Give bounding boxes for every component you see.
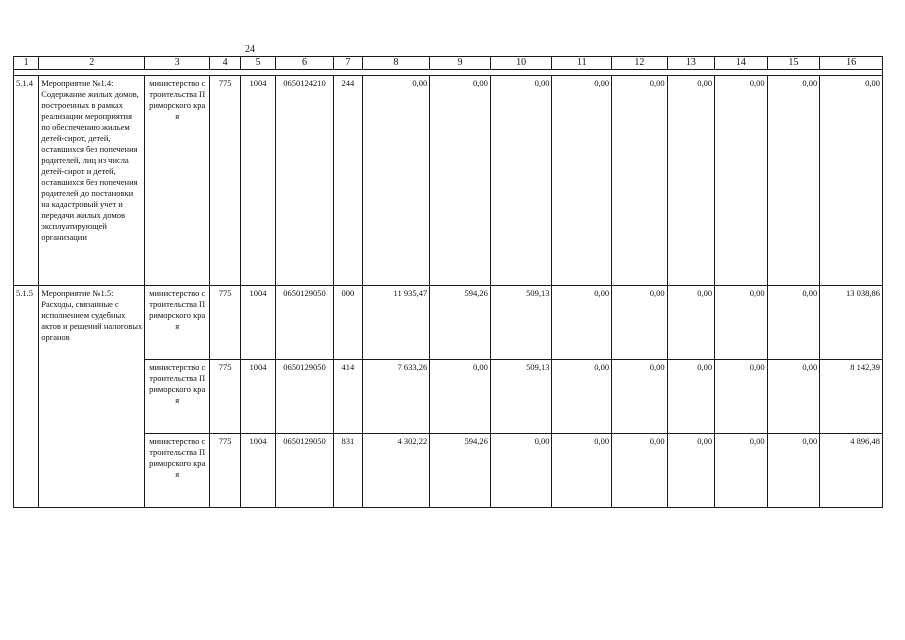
cell-c5: 1004 [241,434,275,508]
cell-c16: 0,00 [820,76,883,286]
cell-c6: 0650124210 [275,76,334,286]
cell-c7: 414 [334,360,362,434]
header-cell: 7 [334,57,362,70]
cell-c11: 0,00 [552,434,612,508]
cell-c11: 0,00 [552,360,612,434]
cell-c4: 775 [210,360,241,434]
cell-c16: 4 896,48 [820,434,883,508]
header-cell: 5 [241,57,275,70]
cell-c13: 0,00 [667,360,714,434]
cell-c10: 509,13 [490,286,552,360]
cell-c15: 0,00 [767,360,820,434]
header-cell: 8 [362,57,430,70]
cell-c9: 0,00 [430,76,491,286]
cell-c14: 0,00 [715,286,768,360]
header-cell: 2 [39,57,145,70]
cell-c12: 0,00 [612,434,668,508]
cell-c7: 000 [334,286,362,360]
column-number-header-row [14,57,883,70]
table-row [14,76,883,286]
row-number: 5.1.4 [14,76,39,286]
cell-c16: 8 142,39 [820,360,883,434]
cell-c13: 0,00 [667,76,714,286]
cell-c6: 0650129050 [275,360,334,434]
cell-c4: 775 [210,434,241,508]
cell-c8: 11 935,47 [362,286,430,360]
budget-table [13,56,883,508]
cell-c15: 0,00 [767,434,820,508]
page-number: 24 [245,44,255,55]
cell-c7: 831 [334,434,362,508]
executor: министерство строительства Приморского края [145,76,210,286]
cell-c7: 244 [334,76,362,286]
cell-c4: 775 [210,286,241,360]
cell-c13: 0,00 [667,286,714,360]
cell-c15: 0,00 [767,286,820,360]
header-cell: 15 [767,57,820,70]
header-cell: 11 [552,57,612,70]
cell-c9: 594,26 [430,434,491,508]
header-cell: 13 [667,57,714,70]
header-cell: 4 [210,57,241,70]
cell-c6: 0650129050 [275,286,334,360]
header-cell: 9 [430,57,491,70]
header-cell: 16 [820,57,883,70]
cell-c10: 0,00 [490,434,552,508]
cell-c16: 13 038,86 [820,286,883,360]
cell-c5: 1004 [241,360,275,434]
header-cell: 3 [145,57,210,70]
cell-c5: 1004 [241,76,275,286]
executor: министерство строительства Приморского края [145,434,210,508]
executor: министерство строительства Приморского края [145,360,210,434]
header-cell: 1 [14,57,39,70]
cell-c6: 0650129050 [275,434,334,508]
cell-c10: 509,13 [490,360,552,434]
table-row [14,286,883,360]
cell-c9: 0,00 [430,360,491,434]
cell-c9: 594,26 [430,286,491,360]
cell-c13: 0,00 [667,434,714,508]
activity-name: Мероприятие №1.4: Содержание жилых домов, построенных в рамках реализации мероприятия по обеспечению жильем детей-сирот, детей, оставшихся без попечения родителей, лиц из числа детей-сирот и детей, оставшихся без попечения родителей до постановки на кадастровый учет и передачи жилых домов эксплуатирующей организации [39,76,145,286]
row-number: 5.1.5 [14,286,39,508]
cell-c12: 0,00 [612,286,668,360]
cell-c15: 0,00 [767,76,820,286]
cell-c8: 4 302,22 [362,434,430,508]
cell-c14: 0,00 [715,360,768,434]
executor: министерство строительства Приморского края [145,286,210,360]
header-cell: 14 [715,57,768,70]
header-cell: 12 [612,57,668,70]
cell-c8: 7 633,26 [362,360,430,434]
cell-c11: 0,00 [552,286,612,360]
activity-name: Мероприятие №1.5: Расходы, связанные с исполнением судебных актов и решений налоговых органов [39,286,145,508]
cell-c14: 0,00 [715,434,768,508]
cell-c14: 0,00 [715,76,768,286]
header-cell: 10 [490,57,552,70]
header-cell: 6 [275,57,334,70]
cell-c10: 0,00 [490,76,552,286]
cell-c5: 1004 [241,286,275,360]
cell-c12: 0,00 [612,76,668,286]
cell-c4: 775 [210,76,241,286]
cell-c11: 0,00 [552,76,612,286]
cell-c8: 0,00 [362,76,430,286]
cell-c12: 0,00 [612,360,668,434]
